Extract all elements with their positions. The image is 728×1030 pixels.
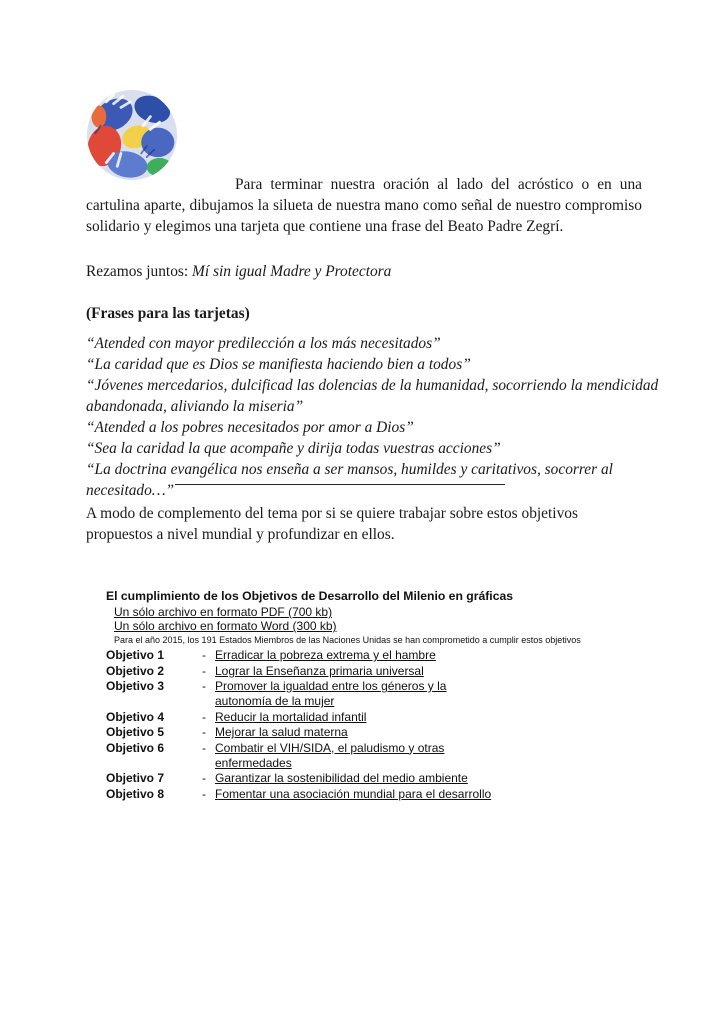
quote-line: “Atended con mayor predilección a los más necesitados” [86,335,441,352]
objective-label: Objetivo 8 [106,786,165,801]
objective-dash: - [202,771,206,785]
objective-dash: - [202,725,206,739]
objective-link[interactable]: Combatir el VIH/SIDA, el paludismo y otras enfermedades [215,740,445,770]
objective-label: Objetivo 7 [106,771,165,785]
objective-link[interactable]: Mejorar la salud materna [215,725,348,739]
quote-line: “Jóvenes mercedarios, dulcificad las dolencias de la humanidad, socorriendo la mendicidad [86,377,659,394]
objective-link[interactable]: Reducir la mortalidad infantil [215,709,367,724]
objective-row [106,664,526,679]
objective-label: Objetivo 6 [106,740,165,755]
objective-row [106,741,526,771]
complement-paragraph: A modo de complemento del tema por si se quiere trabajar sobre estos objetivos propuestos a nivel mundial y profundizar en ellos. [86,505,578,543]
objective-dash: - [202,740,206,755]
objective-link[interactable]: Garantizar la sostenibilidad del medio ambiente [215,771,468,785]
objective-row [106,725,526,740]
quotes-list [86,333,659,501]
objective-row [106,787,526,802]
objective-row [106,648,526,663]
quote-line: “Sea la caridad la que acompañe y dirija todas vuestras acciones” [86,440,501,457]
horizontal-divider [175,484,505,485]
objective-dash: - [202,679,206,693]
quote-line: “La caridad que es Dios se manifiesta haciendo bien a todos” [86,356,471,373]
word-download-link[interactable]: Un sólo archivo en formato Word (300 kb) [114,619,337,633]
pdf-download-link[interactable]: Un sólo archivo en formato PDF (700 kb) [114,605,333,619]
objective-dash: - [202,786,206,801]
prayer-line [86,261,642,282]
quote-line: necesitado…” [86,482,175,499]
mdg-note: Para el año 2015, los 191 Estados Miembros de las Naciones Unidas se han comprometido a cumplir estos objetivos [114,635,581,645]
objective-link[interactable]: Fomentar una asociación mundial para el desarrollo [215,786,492,801]
quote-line: “La doctrina evangélica nos enseña a ser mansos, humildes y caritativos, socorrer al [86,461,613,478]
quote-line: “Atended a los pobres necesitados por amor a Dios” [86,419,414,436]
objective-link[interactable]: Erradicar la pobreza extrema y el hambre [215,648,436,662]
objective-label: Objetivo 3 [106,679,165,693]
intro-text: Para terminar nuestra oración al lado del acróstico o en una cartulina aparte, dibujamos la silueta de nuestra mano como señal de nuestro compromiso solidario y elegimos una tarjeta que contiene una frase del Beato Padre Zegrí. [86,176,642,235]
objective-label: Objetivo 1 [106,648,165,662]
objective-dash: - [202,663,206,678]
objective-label: Objetivo 5 [106,725,165,739]
handprints-circle-logo [86,89,178,181]
prayer-prefix: Rezamos juntos: [86,263,193,280]
objective-dash: - [202,709,206,724]
phrases-heading: (Frases para las tarjetas) [86,305,250,322]
mdg-title: El cumplimiento de los Objetivos de Desarrollo del Milenio en gráficas [106,589,514,603]
objective-row [106,710,526,725]
intro-paragraph [86,174,642,237]
objective-dash: - [202,648,206,662]
objective-label: Objetivo 4 [106,709,165,724]
objective-label: Objetivo 2 [106,663,165,678]
quote-line: abandonada, aliviando la miseria” [86,398,304,415]
objective-link[interactable]: Lograr la Enseñanza primaria universal [215,663,424,678]
prayer-title: Mí sin igual Madre y Protectora [192,263,392,280]
objective-link[interactable]: Promover la igualdad entre los géneros y la autonomía de la mujer [215,679,447,708]
objective-row [106,771,526,786]
objectives-list [106,648,526,802]
objective-row [106,679,526,709]
